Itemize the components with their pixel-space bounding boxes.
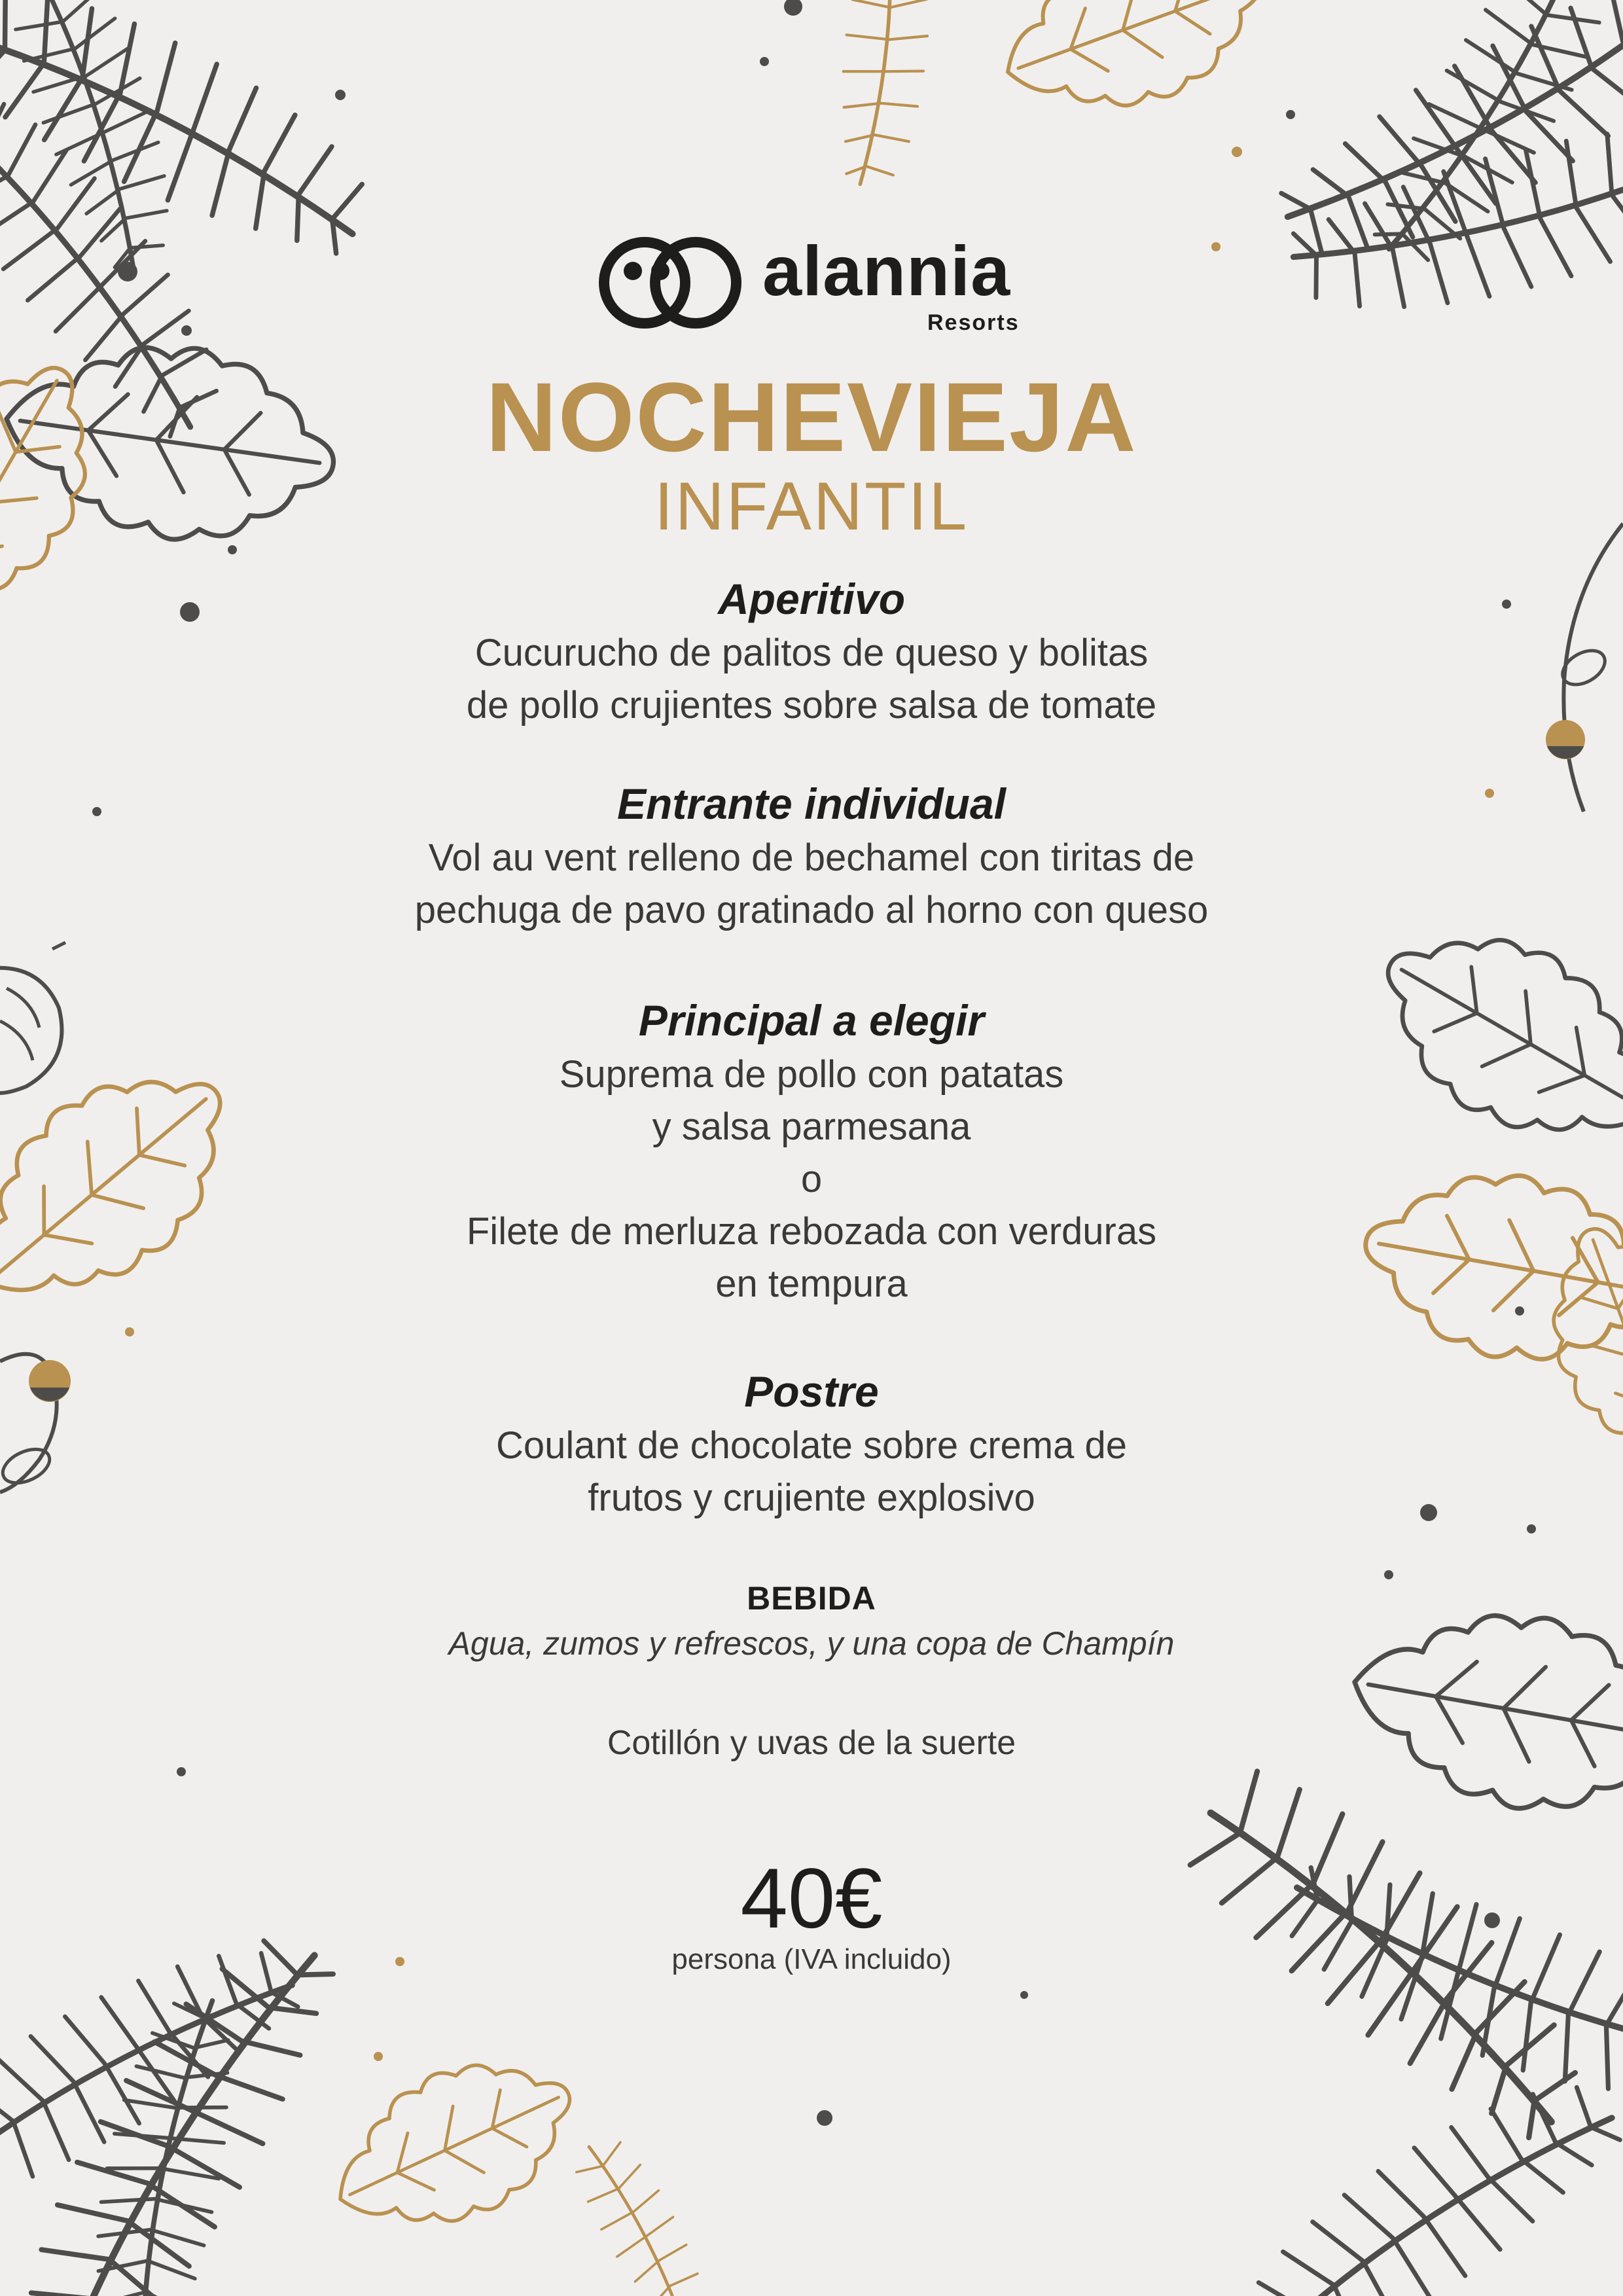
brand-sub: Resorts bbox=[927, 310, 1020, 335]
section-heading-aperitivo: Aperitivo bbox=[717, 575, 906, 623]
dish-line: Filete de merluza rebozada con verduras bbox=[466, 1210, 1157, 1253]
section-heading-entrante: Entrante individual bbox=[616, 780, 1007, 828]
brand-logo bbox=[592, 230, 1037, 335]
dish-line: Cucurucho de palitos de queso y bolitas bbox=[474, 632, 1149, 674]
dish-line: pechuga de pavo gratinado al horno con queso bbox=[414, 889, 1209, 931]
dish-line: frutos y crujiente explosivo bbox=[588, 1477, 1035, 1519]
price-amount: 40€ bbox=[740, 1850, 883, 1946]
extras-text: Cotillón y uvas de la suerte bbox=[607, 1724, 1016, 1762]
dish-line: Vol au vent relleno de bechamel con tiritas de bbox=[428, 836, 1195, 879]
interlocking-rings-logo-icon bbox=[592, 230, 749, 335]
dish-line: Coulant de chocolate sobre crema de bbox=[495, 1424, 1128, 1467]
brand-name: alannia bbox=[762, 231, 1011, 310]
page-title: NOCHEVIEJA bbox=[486, 362, 1137, 472]
dish-line: de pollo crujientes sobre salsa de tomate bbox=[466, 684, 1157, 726]
dish-line: en tempura bbox=[715, 1263, 908, 1305]
section-heading-postre: Postre bbox=[744, 1367, 879, 1416]
page-subtitle: INFANTIL bbox=[654, 469, 969, 545]
section-heading-bebida: BEBIDA bbox=[747, 1580, 876, 1617]
bebida-text: Agua, zumos y refrescos, y una copa de Champín bbox=[448, 1625, 1175, 1662]
dish-line: o bbox=[800, 1158, 823, 1200]
price-note: persona (IVA incluido) bbox=[671, 1943, 952, 1975]
section-heading-principal: Principal a elegir bbox=[638, 996, 985, 1045]
dish-line: Suprema de pollo con patatas bbox=[559, 1053, 1064, 1096]
dish-line: y salsa parmesana bbox=[652, 1105, 971, 1148]
